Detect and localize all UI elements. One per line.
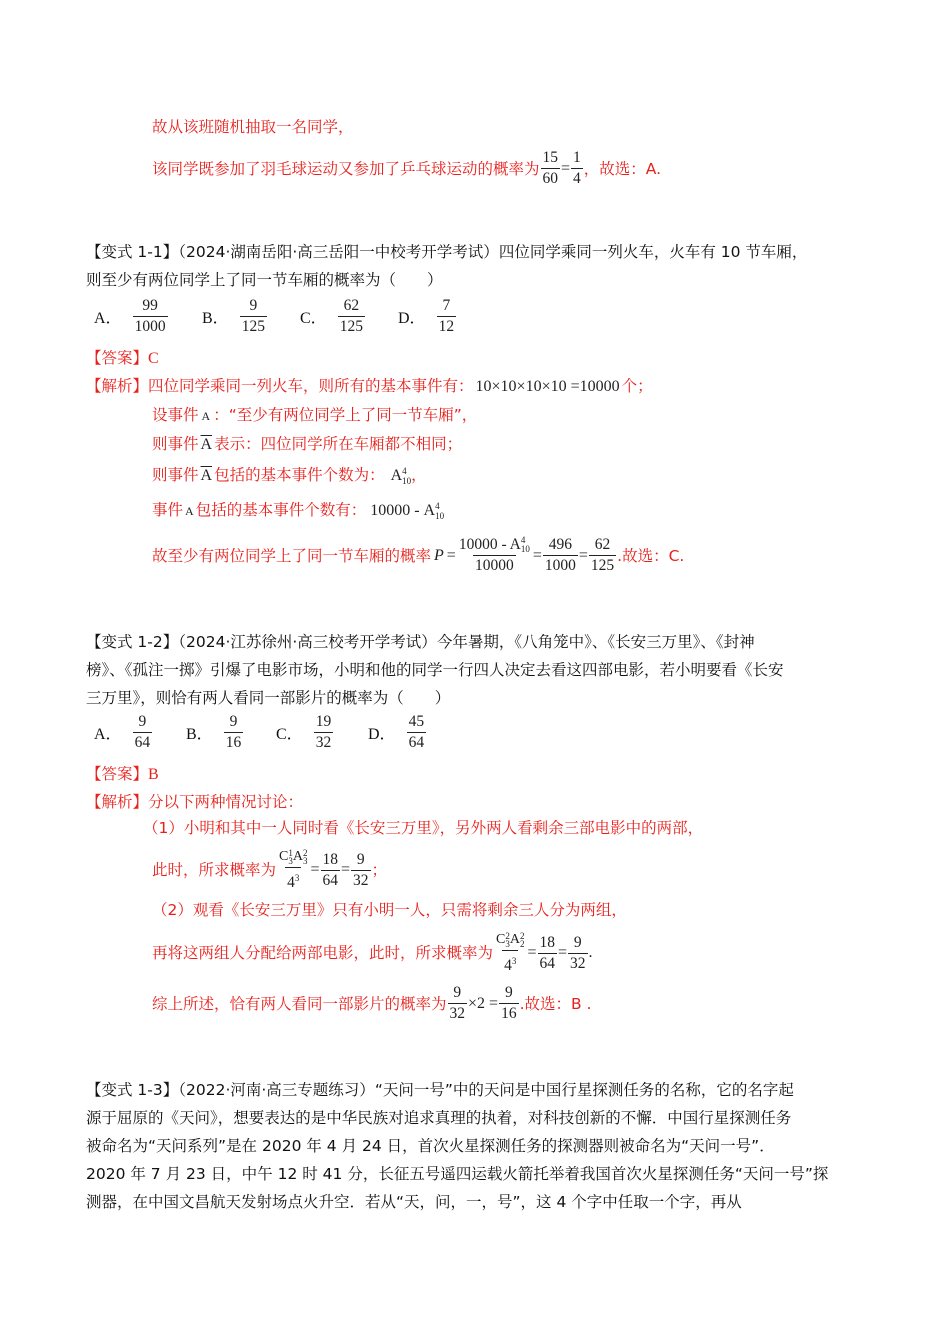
question-stem: 榜》、《孤注一掷》引爆了电影市场，小明和他的同学一行四人决定去看这四部电影，若小明要看《长安 — [86, 661, 784, 679]
analysis-line: 再将这两组人分配给两部电影，此时，所求概率为 C 2 3 A 2 2 $4^3$ = $\frac{18}{64}$ = $\frac{9}{32}$ . — [152, 930, 593, 975]
analysis-text: 此时，所求概率为 — [152, 861, 277, 880]
fraction: $\frac{1}{4}$ — [573, 149, 581, 187]
analysis-text: 设事件 — [152, 406, 199, 424]
analysis-text: . — [588, 944, 593, 962]
analysis-text: ， — [411, 466, 427, 484]
option-b[interactable] — [186, 712, 244, 753]
option-label: B． — [186, 726, 213, 743]
answer-value: C — [148, 350, 159, 367]
question-stem: 2020 年 7 月 23 日，中午 12 时 41 分，长征五号遥四运载火箭托举着我国首次火星探测任务“天问一号”探 — [86, 1165, 829, 1183]
analysis-line: （1）小明和其中一人同时看《长安三万里》，另外两人看剩余三部电影中的两部， — [143, 819, 704, 837]
question-source: （2022·河南·高三专题练习） — [178, 1081, 375, 1099]
analysis-text: 包括的基本事件个数为： — [214, 466, 385, 484]
solution-text: ，故选：A. — [583, 159, 662, 178]
question-label: 【变式 1-3】 — [86, 1081, 179, 1099]
fraction: $\frac{9}{32}$ — [570, 933, 586, 972]
fraction: $\frac{9}{16}$ — [501, 984, 517, 1022]
analysis-text: 分以下两种情况讨论： — [148, 793, 304, 811]
fraction: $\frac{45}{64}$ — [408, 713, 425, 751]
option-label: B． — [202, 310, 229, 327]
analysis-line: 故至少有两位同学上了同一节车厢的概率 P = 10000 - A 4 10 10000 = $\frac{496}{1000}$ = $\frac{62}{125}$ .故选：C. — [152, 535, 685, 574]
analysis-line — [152, 983, 591, 1024]
analysis-text: .故选：C. — [617, 546, 685, 565]
option-b[interactable] — [202, 296, 268, 337]
analysis-line — [152, 463, 427, 488]
analysis-text: 则事件 — [152, 466, 199, 484]
analysis-text: 表示：四位同学所在车厢都不相同； — [214, 435, 463, 453]
option-d[interactable] — [368, 712, 427, 753]
option-label: C． — [300, 310, 327, 327]
fraction: 10000 - A 4 10 10000 — [458, 535, 530, 574]
analysis-text: 综上所述，恰有两人看同一部影片的概率为 — [152, 994, 447, 1013]
answer-line — [86, 346, 159, 371]
math-variable: A — [201, 409, 211, 423]
analysis-text: 四位同学乘同一列火车，则所有的基本事件有： — [148, 377, 474, 395]
analysis-text: 事件 — [152, 501, 184, 519]
question-stem — [86, 240, 807, 264]
analysis-line — [152, 498, 444, 523]
analysis-label: 【解析】 — [86, 377, 149, 395]
solution-line: 故从该班随机抽取一名同学， — [152, 118, 354, 136]
answer-label: 【答案】 — [86, 765, 149, 783]
fraction: $\frac{62}{125}$ — [339, 297, 363, 335]
math-expression: ×2 = — [468, 994, 499, 1012]
analysis-line — [86, 374, 653, 399]
fraction: $\frac{9}{125}$ — [241, 297, 265, 335]
analysis-text: ：“至少有两位同学上了同一节车厢”， — [213, 406, 478, 424]
question-source: （2024·湖南岳阳·高三岳阳一中校考开学考试） — [178, 243, 499, 261]
answer-label: 【答案】 — [86, 349, 149, 367]
analysis-text: 则事件 — [152, 435, 199, 453]
math-variable: P — [434, 546, 444, 564]
question-label: 【变式 1-2】 — [86, 633, 179, 651]
question-stem — [86, 1078, 794, 1102]
fraction: $\frac{19}{32}$ — [315, 713, 332, 751]
fraction: $\frac{9}{32}$ — [353, 850, 369, 889]
question-stem — [86, 630, 755, 654]
answer-value: B — [148, 766, 159, 783]
question-stem: 则至少有两位同学上了同一节车厢的概率为（ ） — [86, 271, 443, 289]
analysis-text: .故选：B . — [519, 994, 592, 1013]
math-variable: $\overline{A}$ — [200, 436, 213, 453]
math-variable: A — [185, 504, 194, 518]
fraction: $\frac{18}{64}$ — [322, 850, 339, 889]
option-a[interactable] — [94, 712, 153, 753]
analysis-line: （2）观看《长安三万里》只有小明一人，只需将剩余三人分为两组， — [152, 901, 627, 919]
fraction: C 2 3 A 2 2 $4^3$ — [496, 930, 525, 975]
fraction: $\frac{496}{1000}$ — [544, 536, 576, 574]
analysis-text: 故至少有两位同学上了同一节车厢的概率 — [152, 546, 432, 565]
question-label: 【变式 1-1】 — [86, 243, 179, 261]
analysis-label: 【解析】 — [86, 793, 149, 811]
option-c[interactable] — [276, 712, 334, 753]
fraction: $\frac{7}{12}$ — [438, 297, 455, 335]
option-label: C． — [276, 726, 303, 743]
fraction: $\frac{9}{32}$ — [449, 984, 466, 1022]
analysis-text: ； — [371, 861, 388, 880]
analysis-line — [152, 432, 462, 457]
question-stem: 被命名为“天问系列”是在 2020 年 4 月 24 日，首次火星探测任务的探测器则被命名为“天问一号”． — [86, 1137, 775, 1155]
math-variable: $\overline{A}$ — [200, 467, 213, 484]
option-a[interactable] — [94, 296, 169, 337]
analysis-line: 此时，所求概率为 C 1 3 A 2 3 $4^3$ = $\frac{18}{64}$ = $\frac{9}{32}$ ； — [152, 847, 388, 892]
question-stem: 测器，在中国文昌航天发射场点火升空．若从“天，问，一，号”，这 4 个字中任取一个字，再从 — [86, 1193, 742, 1211]
analysis-text: 包括的基本事件个数有： — [195, 501, 367, 519]
answer-line — [86, 762, 159, 787]
question-source: （2024·江苏徐州·高三校考开学考试） — [178, 633, 437, 651]
analysis-text: 个； — [621, 377, 653, 395]
analysis-text: 再将这两组人分配给两部电影，此时，所求概率为 — [152, 944, 494, 963]
option-label: D． — [398, 310, 426, 327]
option-d[interactable] — [398, 296, 457, 337]
fraction: $\frac{62}{125}$ — [590, 536, 615, 574]
solution-text: 该同学既参加了羽毛球运动又参加了乒乓球运动的概率为 — [152, 159, 540, 178]
stem-text: “天问一号”中的天问是中国行星探测任务的名称，它的名字起 — [374, 1081, 794, 1099]
question-stem: 源于屈原的《天问》，想要表达的是中华民族对追求真理的执着，对科技创新的不懈．中国行星探测任务 — [86, 1109, 792, 1127]
fraction: C 1 3 A 2 3 $4^3$ — [279, 847, 308, 892]
analysis-line — [86, 790, 303, 814]
fraction: $\frac{9}{16}$ — [225, 713, 242, 751]
fraction: $\frac{15}{60}$ — [542, 149, 559, 187]
fraction: $\frac{18}{64}$ — [539, 933, 556, 972]
solution-line: 该同学既参加了羽毛球运动又参加了乒乓球运动的概率为 $\frac{15}{60}$ = $\frac{1}{4}$ ，故选：A. — [152, 149, 662, 187]
stem-text: 四位同学乘同一列火车，火车有 10 节车厢， — [498, 243, 808, 261]
option-label: A． — [94, 310, 122, 327]
option-label: D． — [368, 726, 396, 743]
fraction: $\frac{9}{64}$ — [134, 713, 151, 751]
stem-text: 今年暑期，《八角笼中》、《长安三万里》、《封神 — [436, 633, 755, 651]
math-expression: A 4 10 — [390, 466, 412, 487]
math-expression: 10×10×10×10 =10000 — [475, 378, 620, 395]
option-c[interactable] — [300, 296, 366, 337]
question-stem: 三万里》，则恰有两人看同一部影片的概率为（ ） — [86, 689, 451, 707]
analysis-line — [152, 403, 477, 428]
fraction: $\frac{99}{1000}$ — [134, 297, 166, 335]
math-expression: 10000 - A 4 10 — [370, 501, 445, 522]
option-label: A． — [94, 726, 122, 743]
